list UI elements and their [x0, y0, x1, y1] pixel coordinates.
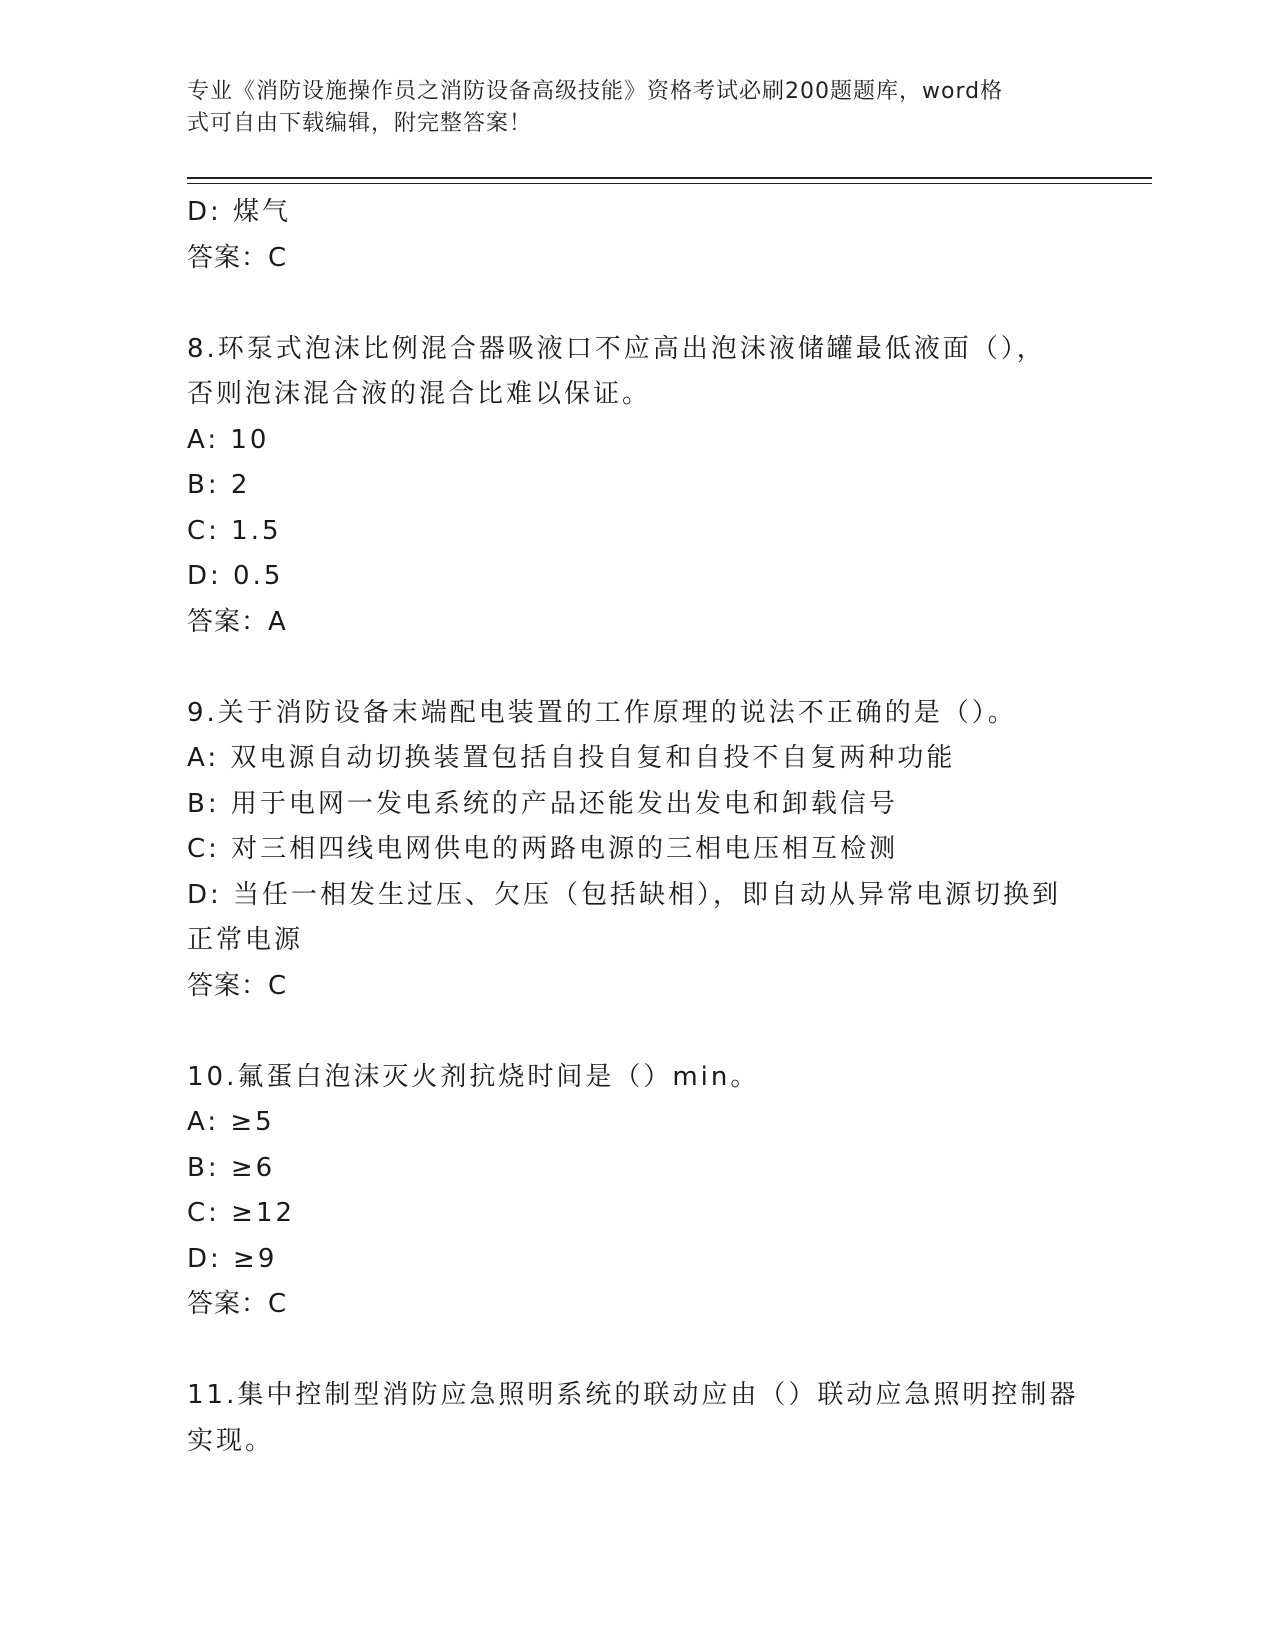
question-8-option-b: B: 2 [187, 470, 251, 500]
question-9-stem-line-1: 9.关于消防设备末端配电装置的工作原理的说法不正确的是（）。 [187, 697, 1017, 728]
question-9-option-d-line-2: 正常电源 [187, 925, 304, 955]
question-10-option-b: B: ≥6 [187, 1152, 276, 1183]
question-10-option-a: A: ≥5 [187, 1107, 275, 1137]
header-line-2: 式可自由下载编辑，附完整答案！ [187, 111, 533, 136]
question-9-option-c: C: 对三相四线电网供电的两路电源的三相电压相互检测 [187, 834, 899, 864]
page-header [187, 76, 1067, 140]
question-8-stem-line-1: 8.环泵式泡沫比例混合器吸液口不应高出泡沫液储罐最低液面（）， [187, 333, 1046, 364]
question-content [187, 190, 1087, 1464]
spacer [187, 1328, 1087, 1374]
question-9-option-a: A: 双电源自动切换装置包括自投自复和自投不自复两种功能 [187, 743, 956, 773]
spacer [187, 281, 1087, 327]
header-rule-thin [187, 183, 1152, 184]
prev-answer: 答案：C [187, 242, 288, 273]
question-11-stem-line-2: 实现。 [187, 1425, 275, 1456]
prev-option-d: D: 煤气 [187, 197, 292, 227]
question-8-option-a: A: 10 [187, 424, 270, 455]
spacer [187, 1009, 1087, 1055]
question-9-answer: 答案：C [187, 970, 288, 1001]
question-11-stem-line-1: 11.集中控制型消防应急照明系统的联动应由（）联动应急照明控制器 [187, 1380, 1079, 1410]
question-8-stem-line-2: 否则泡沫混合液的混合比难以保证。 [187, 379, 652, 409]
question-8-option-c: C: 1.5 [187, 515, 282, 546]
question-10-answer: 答案：C [187, 1289, 288, 1319]
question-10-option-d: D: ≥9 [187, 1243, 278, 1274]
question-9-option-b: B: 用于电网一发电系统的产品还能发出发电和卸载信号 [187, 788, 898, 819]
question-8-answer: 答案：A [187, 606, 287, 637]
question-10-stem-line-1: 10.氟蛋白泡沫灭火剂抗烧时间是（）min。 [187, 1061, 760, 1092]
question-9-option-d-line-1: D: 当任一相发生过压、欠压（包括缺相），即自动从异常电源切换到 [187, 879, 1062, 910]
header-rule-thick [187, 177, 1152, 179]
spacer [187, 645, 1087, 691]
question-8-option-d: D: 0.5 [187, 561, 284, 591]
question-10-option-c: C: ≥12 [187, 1198, 296, 1228]
header-line-1: 专业《消防设施操作员之消防设备高级技能》资格考试必刷200题题库，word格 [187, 79, 1004, 104]
